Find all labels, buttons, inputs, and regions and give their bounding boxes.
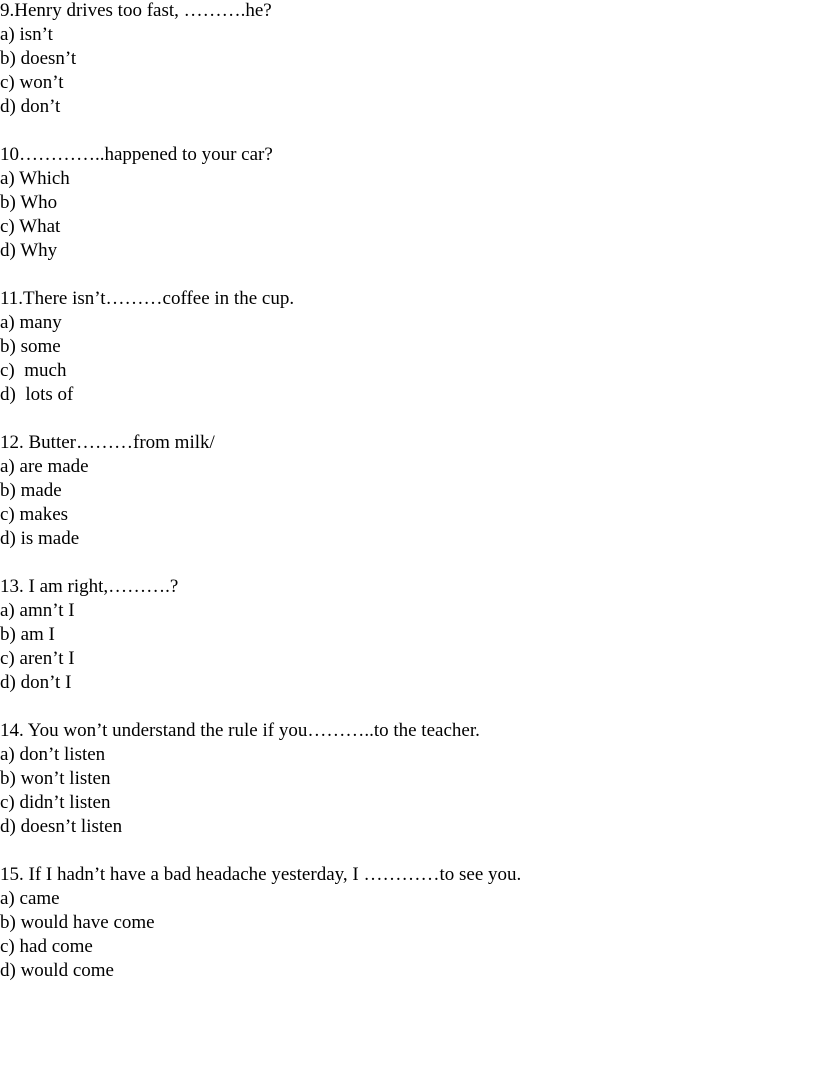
answer-option-a: a) many — [0, 312, 62, 333]
answer-option-a: a) amn’t I — [0, 600, 75, 621]
answer-option-d: d) don’t — [0, 96, 61, 117]
answer-option-a: a) are made — [0, 456, 89, 477]
answer-option-c: c) much — [0, 360, 67, 381]
question-14 — [0, 719, 816, 839]
question-9 — [0, 0, 816, 119]
question-15 — [0, 863, 816, 983]
answer-option-a: a) came — [0, 888, 60, 909]
question-prompt: 9.Henry drives too fast, ……….he? — [0, 0, 272, 21]
question-prompt: 14. You won’t understand the rule if you………..to the teacher. — [0, 720, 480, 741]
answer-option-c: c) had come — [0, 936, 93, 957]
question-prompt: 13. I am right,……….? — [0, 576, 179, 597]
question-prompt: 10…………..happened to your car? — [0, 144, 273, 165]
answer-option-c: c) What — [0, 216, 61, 237]
answer-option-a: a) Which — [0, 168, 70, 189]
answer-option-d: d) don’t I — [0, 672, 72, 693]
question-prompt: 12. Butter………from milk/ — [0, 432, 215, 453]
answer-option-d: d) is made — [0, 528, 80, 549]
answer-option-d: d) lots of — [0, 384, 74, 405]
question-prompt: 15. If I hadn’t have a bad headache yesterday, I …………to see you. — [0, 864, 522, 885]
answer-option-d: d) Why — [0, 240, 58, 261]
question-prompt: 11.There isn’t………coffee in the cup. — [0, 288, 295, 309]
answer-option-d: d) doesn’t listen — [0, 816, 123, 837]
answer-option-c: c) makes — [0, 504, 69, 525]
answer-option-b: b) won’t listen — [0, 768, 111, 789]
answer-option-b: b) would have come — [0, 912, 155, 933]
answer-option-c: c) aren’t I — [0, 648, 75, 669]
question-12 — [0, 431, 816, 551]
answer-option-b: b) made — [0, 480, 62, 501]
answer-option-d: d) would come — [0, 960, 114, 981]
answer-option-c: c) won’t — [0, 72, 64, 93]
answer-option-a: a) isn’t — [0, 24, 53, 45]
answer-option-c: c) didn’t listen — [0, 792, 111, 813]
answer-option-b: b) am I — [0, 624, 55, 645]
question-11 — [0, 287, 816, 407]
answer-option-b: b) doesn’t — [0, 48, 77, 69]
question-13 — [0, 575, 816, 695]
answer-option-a: a) don’t listen — [0, 744, 106, 765]
answer-option-b: b) Who — [0, 192, 58, 213]
answer-option-b: b) some — [0, 336, 61, 357]
question-10 — [0, 143, 816, 263]
